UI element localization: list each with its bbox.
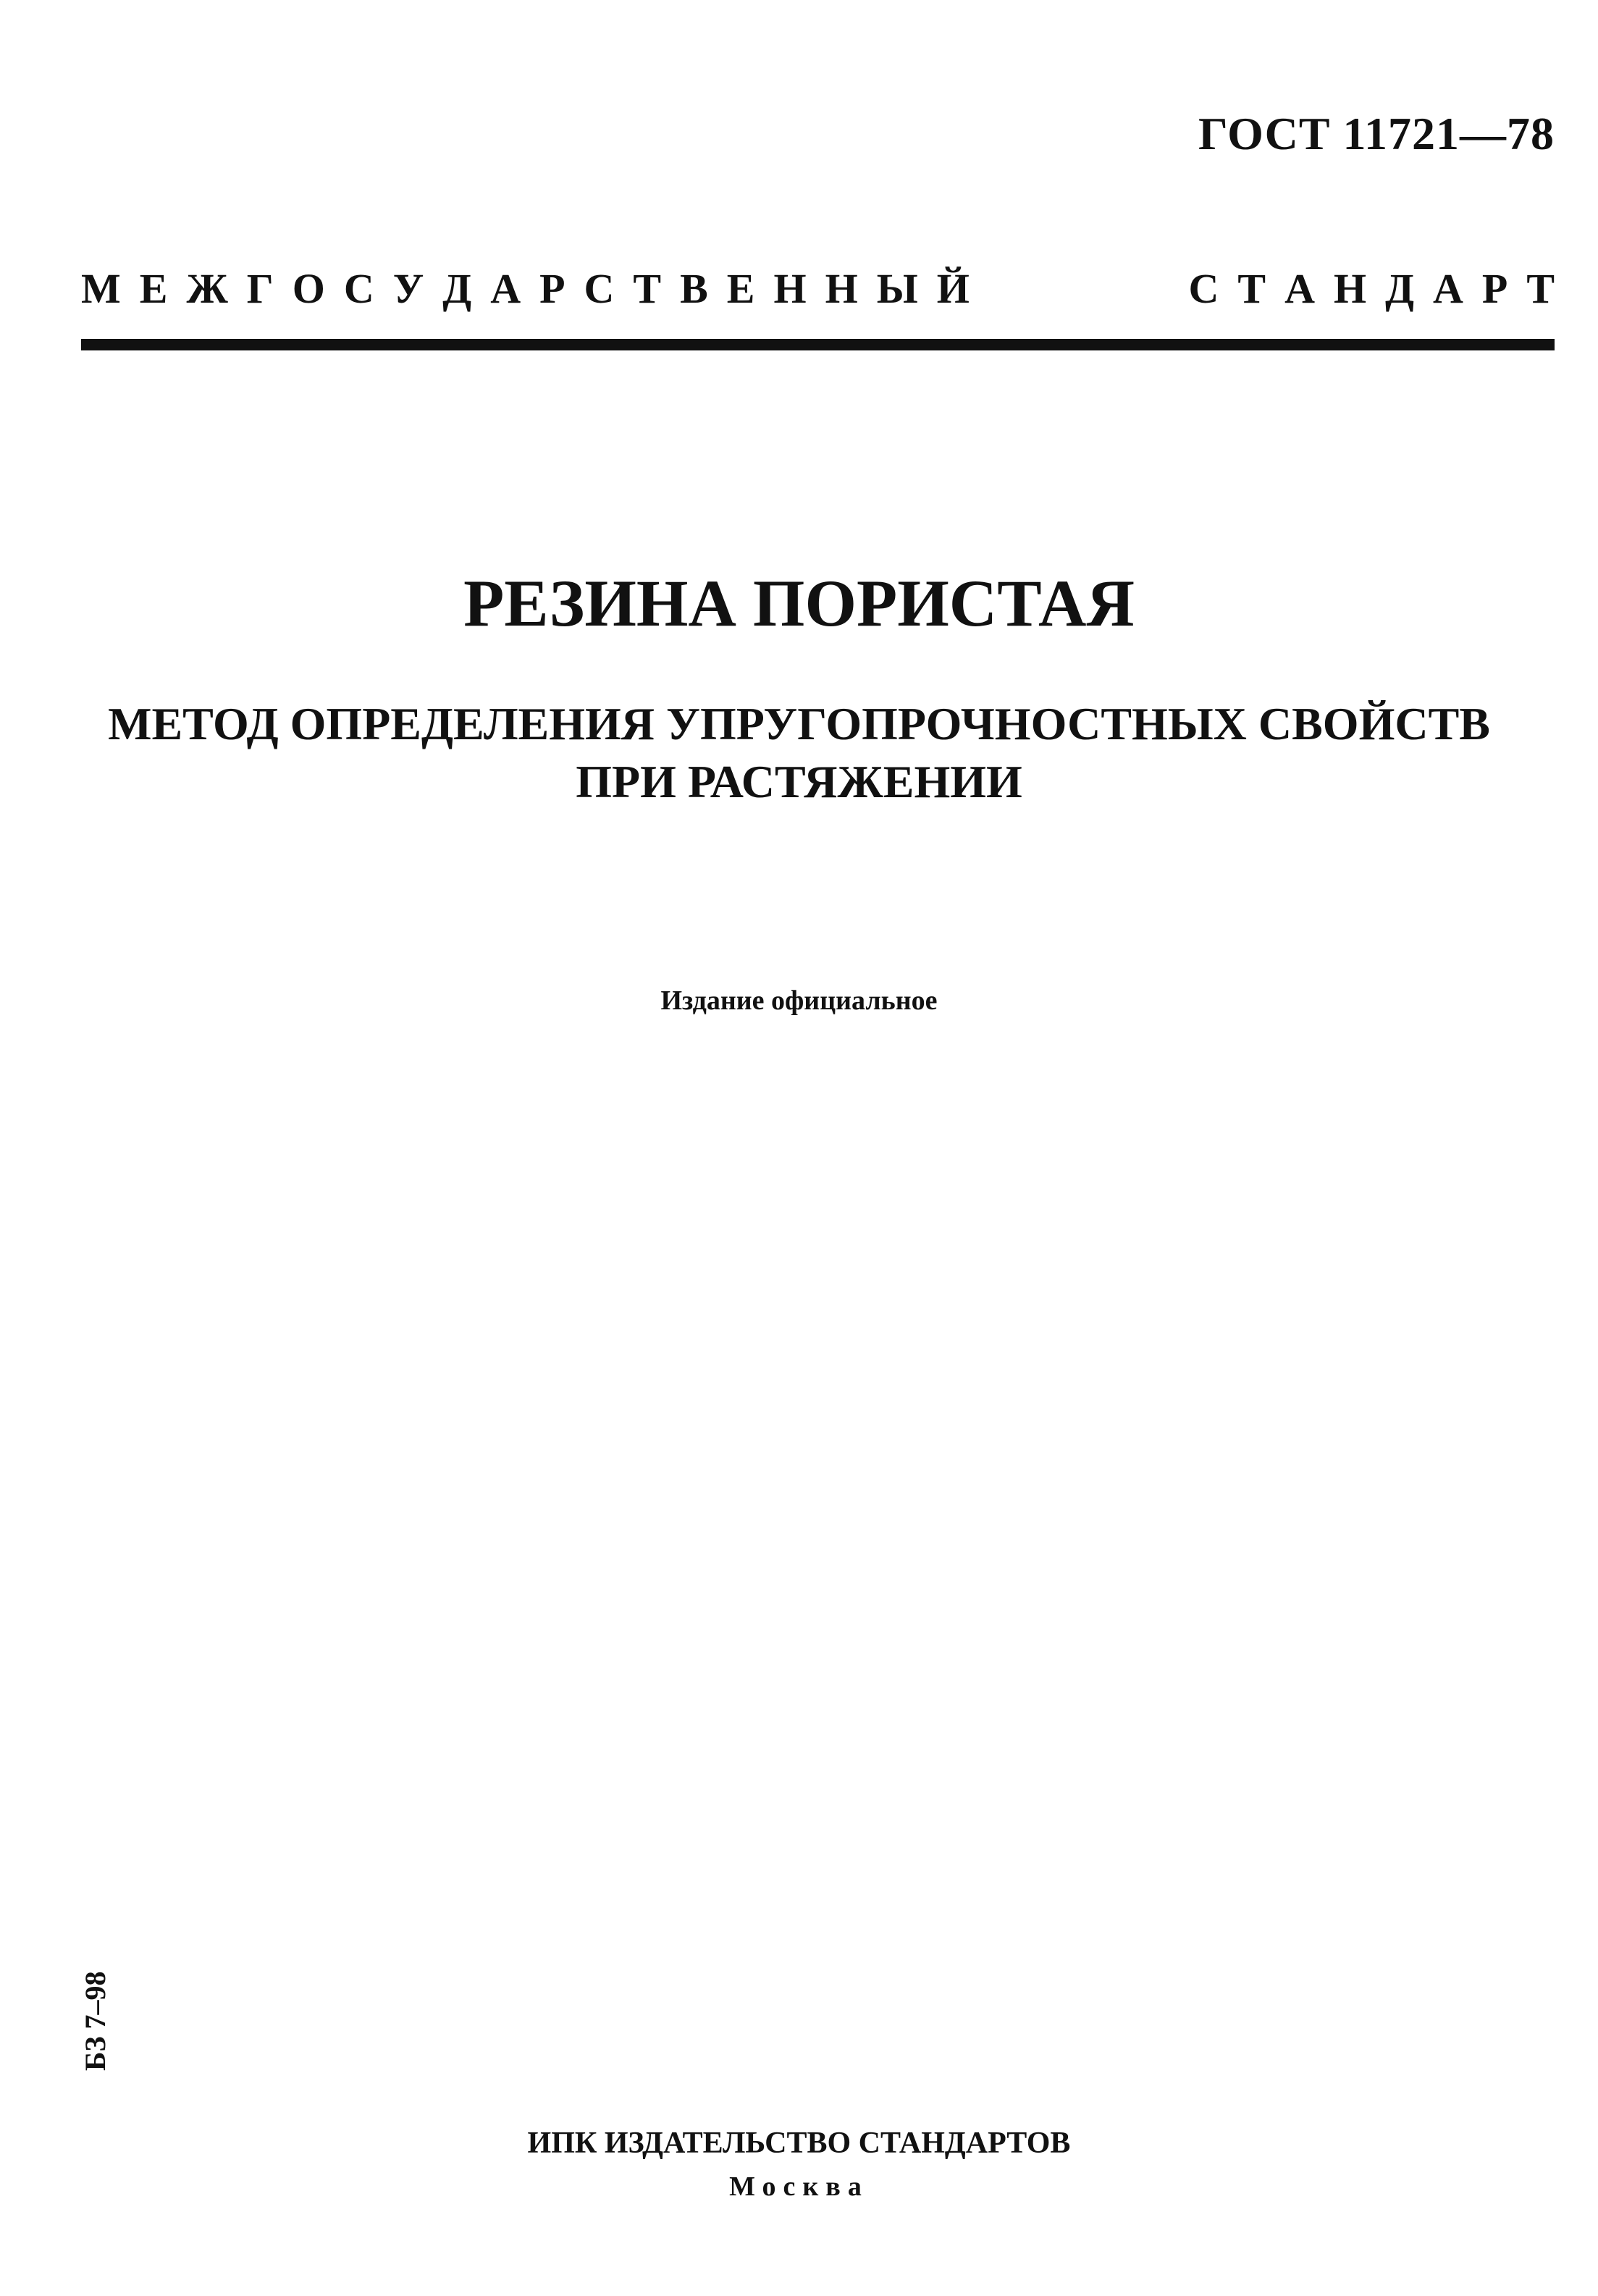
publisher-name: ИПК ИЗДАТЕЛЬСТВО СТАНДАРТОВ (527, 2127, 1071, 2160)
subtitle-line-2: ПРИ РАСТЯЖЕНИИ (576, 756, 1022, 807)
category-letter: С (584, 265, 615, 312)
category-letter: Й (936, 265, 970, 312)
category-word-interstate (81, 264, 970, 313)
category-letter: Н (773, 265, 807, 312)
category-letter: Т (1237, 265, 1266, 312)
category-letter: С (1188, 265, 1219, 312)
edition-label: Издание официальное (660, 985, 938, 1016)
category-letter: Д (442, 265, 472, 312)
publisher-city: Москва (729, 2171, 869, 2202)
category-letter: Р (1481, 265, 1508, 312)
document-number: ГОСТ 11721—78 (1198, 108, 1555, 159)
category-letter: Т (1526, 265, 1555, 312)
category-letter: А (490, 265, 521, 312)
category-letter: Е (726, 265, 755, 312)
category-letter: Н (825, 265, 858, 312)
category-letter: А (1432, 265, 1463, 312)
category-letter: М (81, 265, 121, 312)
category-letter: Н (1333, 265, 1367, 312)
category-letter: Г (246, 265, 274, 312)
category-letter: А (1284, 265, 1315, 312)
document-subtitle (0, 695, 1598, 811)
category-word-standard (1188, 264, 1555, 313)
subtitle-line-1: МЕТОД ОПРЕДЕЛЕНИЯ УПРУГОПРОЧНОСТНЫХ СВОЙСТВ (108, 698, 1490, 749)
side-code: БЗ 7–98 (79, 1971, 112, 2071)
category-letter: Д (1385, 265, 1414, 312)
category-letter: Ж (186, 265, 228, 312)
category-letter: Т (633, 265, 662, 312)
document-title: РЕЗИНА ПОРИСТАЯ (463, 566, 1135, 640)
category-letter: С (343, 265, 374, 312)
category-letter: О (292, 265, 325, 312)
category-letter: Е (139, 265, 168, 312)
category-letter: Р (539, 265, 565, 312)
category-letter: У (392, 265, 424, 312)
category-letter: Ы (876, 265, 918, 312)
header-divider (81, 339, 1555, 350)
standard-category-header (81, 264, 1555, 313)
category-letter: В (680, 265, 708, 312)
